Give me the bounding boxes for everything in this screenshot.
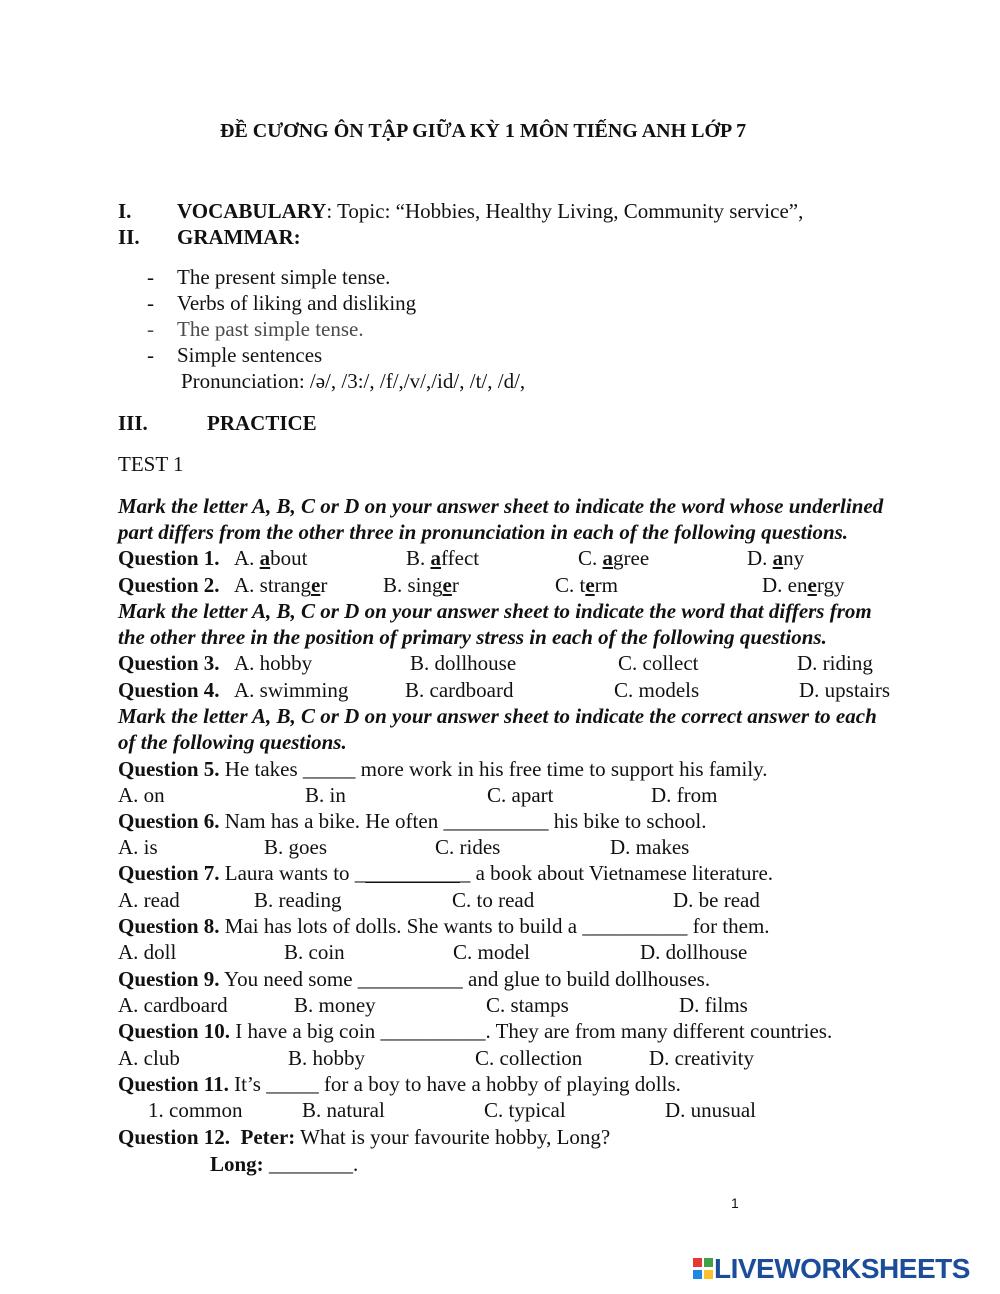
question-12-answer xyxy=(210,1151,358,1177)
section-heading-practice: PRACTICE xyxy=(207,411,317,435)
question-label: Question 6. xyxy=(118,809,220,833)
question-text: Mai has lots of dolls. She wants to build a __________ for them. xyxy=(224,914,770,938)
question-7: Question 7. Laura wants to ___________ a book about Vietnamese literature. xyxy=(118,861,774,885)
answer-blank: ________. xyxy=(268,1152,359,1176)
question-label: Question 8. xyxy=(118,914,220,938)
option-b: B. reading xyxy=(254,888,342,912)
list-bullet: - xyxy=(147,291,154,315)
instruction-correct-line2: of the following questions. xyxy=(118,730,347,754)
question-label: Question 1. xyxy=(118,546,220,570)
section-number-vocabulary: I. xyxy=(118,199,132,223)
option-d: D. creativity xyxy=(649,1046,754,1070)
question-8 xyxy=(118,913,770,939)
option-b: B. coin xyxy=(284,940,345,964)
question-text: You need some __________ and glue to build dollhouses. xyxy=(224,967,711,991)
question-9 xyxy=(118,966,710,992)
liveworksheets-logo-icon xyxy=(692,1256,714,1282)
question-label: Question 11. xyxy=(118,1072,229,1096)
liveworksheets-wordmark: LIVEWORKSHEETS xyxy=(714,1253,970,1284)
question-11 xyxy=(118,1071,681,1097)
question-12 xyxy=(118,1124,610,1150)
question-text: He takes _____ more work in his free time to support his family. xyxy=(224,757,768,781)
option-c: C. model xyxy=(453,940,530,964)
option-a: A. stranger xyxy=(234,573,328,597)
grammar-item: The past simple tense. xyxy=(177,317,364,341)
option-b: B. in xyxy=(305,783,346,807)
option-b: B. goes xyxy=(264,835,327,859)
option-c: C. to read xyxy=(452,888,535,912)
grammar-item: The present simple tense. xyxy=(177,265,391,289)
question-text: I have a big coin __________. They are from many different countries. xyxy=(235,1019,833,1043)
question-blank: _________ xyxy=(365,861,460,885)
question-label: Question 7. xyxy=(118,861,220,885)
list-bullet: - xyxy=(147,343,154,367)
section-heading-grammar: GRAMMAR: xyxy=(177,225,301,249)
instruction-pronunciation-line1: Mark the letter A, B, C or D on your answer sheet to indicate the word whose underlined xyxy=(118,494,884,518)
option-c: C. apart xyxy=(487,783,554,807)
instruction-pronunciation-line2: part differs from the other three in pronunciation in each of the following questions. xyxy=(118,520,849,544)
question-5 xyxy=(118,756,768,782)
test-label: TEST 1 xyxy=(118,452,184,476)
option-d: D. be read xyxy=(673,888,760,912)
question-text: Laura wants to _ xyxy=(224,861,366,885)
option-c: C. rides xyxy=(435,835,501,859)
option-b: B. cardboard xyxy=(405,678,514,702)
option-a: A. is xyxy=(118,835,158,859)
page-title: ĐỀ CƯƠNG ÔN TẬP GIỮA KỲ 1 MÔN TIẾNG ANH LỚP 7 xyxy=(220,120,747,142)
option-d: D. upstairs xyxy=(799,678,890,702)
option-c: C. collection xyxy=(475,1046,583,1070)
question-label: Question 4. xyxy=(118,678,220,702)
option-d: D. dollhouse xyxy=(640,940,748,964)
option-d: D. films xyxy=(679,993,748,1017)
option-d: D. unusual xyxy=(665,1098,756,1122)
question-label: Question 5. xyxy=(118,757,220,781)
option-a: A. cardboard xyxy=(118,993,228,1017)
question-6 xyxy=(118,808,707,834)
option-a: A. doll xyxy=(118,940,177,964)
option-a: A. read xyxy=(118,888,180,912)
instruction-stress-line2: the other three in the position of primary stress in each of the following questions. xyxy=(118,625,827,649)
option-c: C. collect xyxy=(618,651,699,675)
option-b: B. dollhouse xyxy=(410,651,517,675)
question-label: Question 10. xyxy=(118,1019,231,1043)
option-a: A. about xyxy=(234,546,308,570)
question-label: Question 3. xyxy=(118,651,220,675)
option-d: D. any xyxy=(747,546,805,570)
section-number-practice: III. xyxy=(118,411,148,435)
section-number-grammar: II. xyxy=(118,225,140,249)
question-label: Question 2. xyxy=(118,573,220,597)
option-a: A. on xyxy=(118,783,165,807)
pronunciation-line: Pronunciation: /ə/, /3:/, /f/,/v/,/id/, /t/, /d/, xyxy=(181,369,526,393)
dialogue-line: What is your favourite hobby, Long? xyxy=(300,1125,611,1149)
section-heading-vocabulary: VOCABULARY xyxy=(177,199,327,223)
option-d: D. energy xyxy=(762,573,845,597)
option-c: C. agree xyxy=(578,546,650,570)
option-a: 1. common xyxy=(148,1098,243,1122)
list-bullet: - xyxy=(147,317,154,341)
option-d: D. makes xyxy=(610,835,690,859)
option-c: C. models xyxy=(614,678,700,702)
instruction-correct-line1: Mark the letter A, B, C or D on your answer sheet to indicate the correct answer to each xyxy=(118,704,877,728)
grammar-item: Verbs of liking and disliking xyxy=(177,291,417,315)
question-10 xyxy=(118,1018,832,1044)
liveworksheets-logo xyxy=(692,1253,970,1285)
speaker-long: Long: xyxy=(210,1152,264,1176)
question-text: Nam has a bike. He often __________ his bike to school. xyxy=(224,809,707,833)
option-c: C. stamps xyxy=(486,993,569,1017)
option-b: B. natural xyxy=(302,1098,385,1122)
option-b: B. hobby xyxy=(288,1046,366,1070)
option-b: B. singer xyxy=(383,573,459,597)
option-a: A. club xyxy=(118,1046,180,1070)
speaker-peter: Peter: xyxy=(240,1125,296,1149)
option-c: C. typical xyxy=(484,1098,566,1122)
option-a: A. hobby xyxy=(234,651,313,675)
option-b: B. money xyxy=(294,993,376,1017)
grammar-item: Simple sentences xyxy=(177,343,323,367)
option-b: B. affect xyxy=(406,546,480,570)
option-c: C. term xyxy=(555,573,618,597)
option-a: A. swimming xyxy=(234,678,349,702)
question-label: Question 9. xyxy=(118,967,220,991)
page-number: 1 xyxy=(731,1195,739,1211)
option-d: D. riding xyxy=(797,651,873,675)
vocabulary-topics: : Topic: “Hobbies, Healthy Living, Community service”, xyxy=(326,199,804,223)
section-vocabulary xyxy=(177,198,803,224)
option-d: D. from xyxy=(651,783,718,807)
question-label: Question 12. xyxy=(118,1125,231,1149)
instruction-stress-line1: Mark the letter A, B, C or D on your answer sheet to indicate the word that differs from xyxy=(118,599,872,623)
list-bullet: - xyxy=(147,265,154,289)
question-text: It’s _____ for a boy to have a hobby of playing dolls. xyxy=(234,1072,681,1096)
